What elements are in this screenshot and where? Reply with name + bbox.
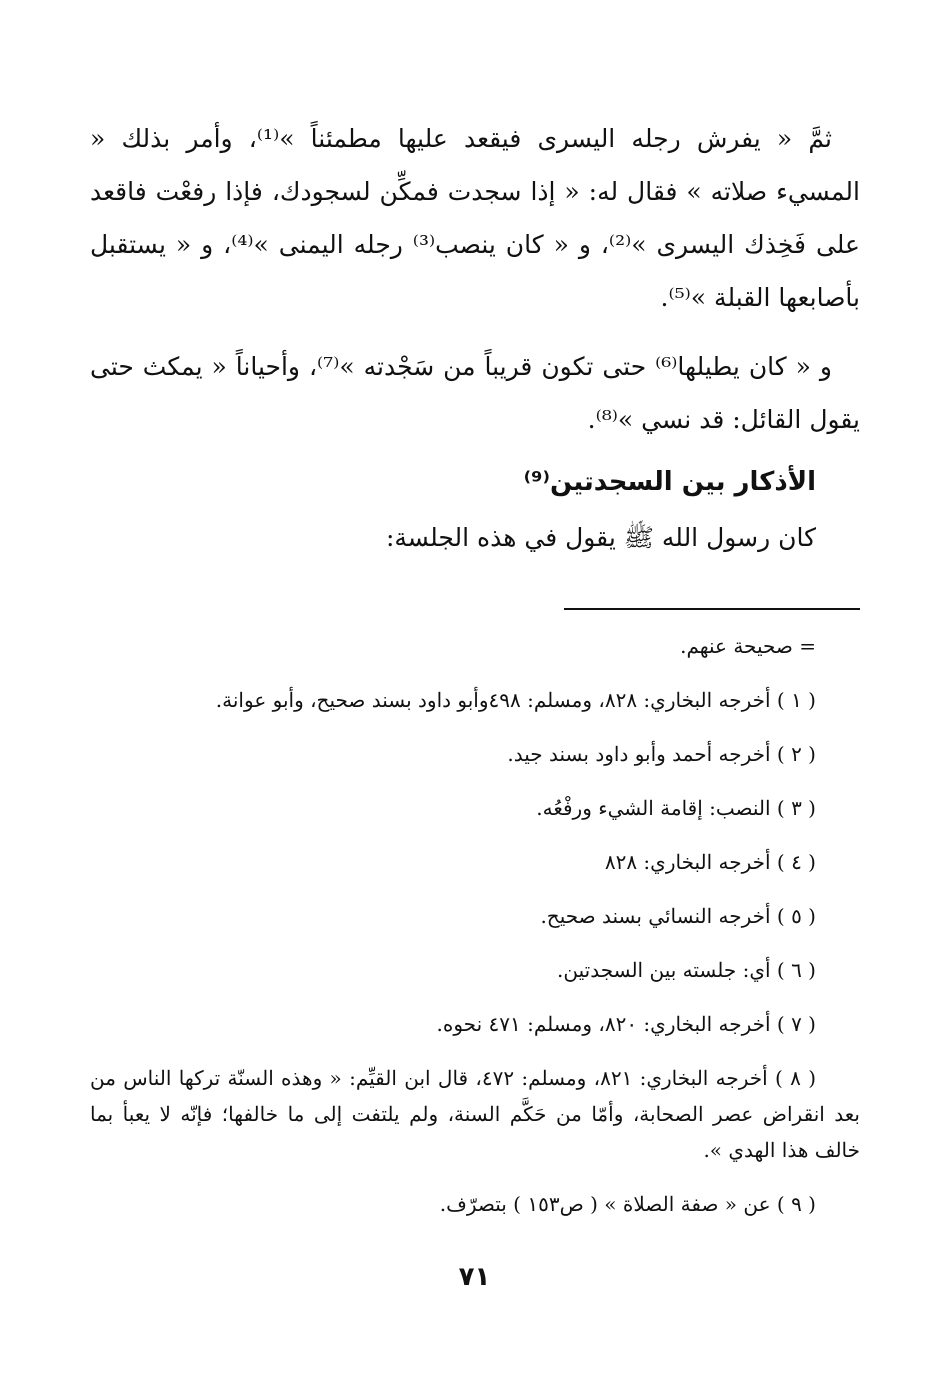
- page-content: [90, 112, 860, 1240]
- footnote-6: ( ٦ ) أي: جلسته بين السجدتين.: [557, 958, 816, 982]
- footnote-7: ( ٧ ) أخرجه البخاري: ٨٢٠، ومسلم: ٤٧١ نحوه.: [436, 1012, 816, 1036]
- page-number: ٧١: [458, 1262, 491, 1292]
- footnotes-list: [90, 628, 860, 1222]
- body-paragraph-2: و « كان يطيلها⁽⁶⁾ حتى تكون قريباً من سَجْدته »⁽⁷⁾، وأحياناً « يمكث حتى يقول القائل: قد نسي »⁽⁸⁾.: [90, 352, 860, 434]
- footnote-9: ( ٩ ) عن « صفة الصلاة » ( ص١٥٣ ) بتصرّف.: [439, 1192, 816, 1216]
- footnote-4: ( ٤ ) أخرجه البخاري: ٨٢٨: [604, 850, 816, 874]
- section-heading: الأذكار بين السجدتين⁽⁹⁾: [523, 467, 816, 497]
- footnote-1: ( ١ ) أخرجه البخاري: ٨٢٨، ومسلم: ٤٩٨وأبو داود بسند صحيح، وأبو عوانة.: [215, 688, 816, 712]
- footnote-separator: [564, 608, 860, 610]
- footnote-2: ( ٢ ) أخرجه أحمد وأبو داود بسند جيد.: [507, 742, 816, 766]
- footnote-3: ( ٣ ) النصب: إقامة الشيء ورفْعُه.: [536, 796, 816, 820]
- footnote-5: ( ٥ ) أخرجه النسائي بسند صحيح.: [540, 904, 816, 928]
- intro-line: كان رسول الله ﷺ يقول في هذه الجلسة:: [385, 523, 816, 552]
- body-paragraph-1: ثمَّ « يفرش رجله اليسرى فيقعد عليها مطمئناً »⁽¹⁾، وأمر بذلك « المسيء صلاته » فقال له: « إذا سجدت فمكِّن لسجودك، فإذا رفعْت فاقعد على فَخِذك اليسرى »⁽²⁾، و « كان ينصب⁽³⁾ رجله اليمنى »⁽⁴⁾، و « يستقبل بأصابعها القبلة »⁽⁵⁾.: [90, 124, 860, 312]
- footnote-8: ( ٨ ) أخرجه البخاري: ٨٢١، ومسلم: ٤٧٢، قال ابن القيِّم: « وهذه السنّة تركها الناس من بعد انقراض عصر الصحابة، وأمّا من حَكَّم السنة، ولم يلتفت إلى ما خالفها؛ فإنّه لا يعبأ بما خالف هذا الهدي ».: [90, 1066, 860, 1162]
- footnote-continuation: = صحيحة عنهم.: [680, 634, 816, 658]
